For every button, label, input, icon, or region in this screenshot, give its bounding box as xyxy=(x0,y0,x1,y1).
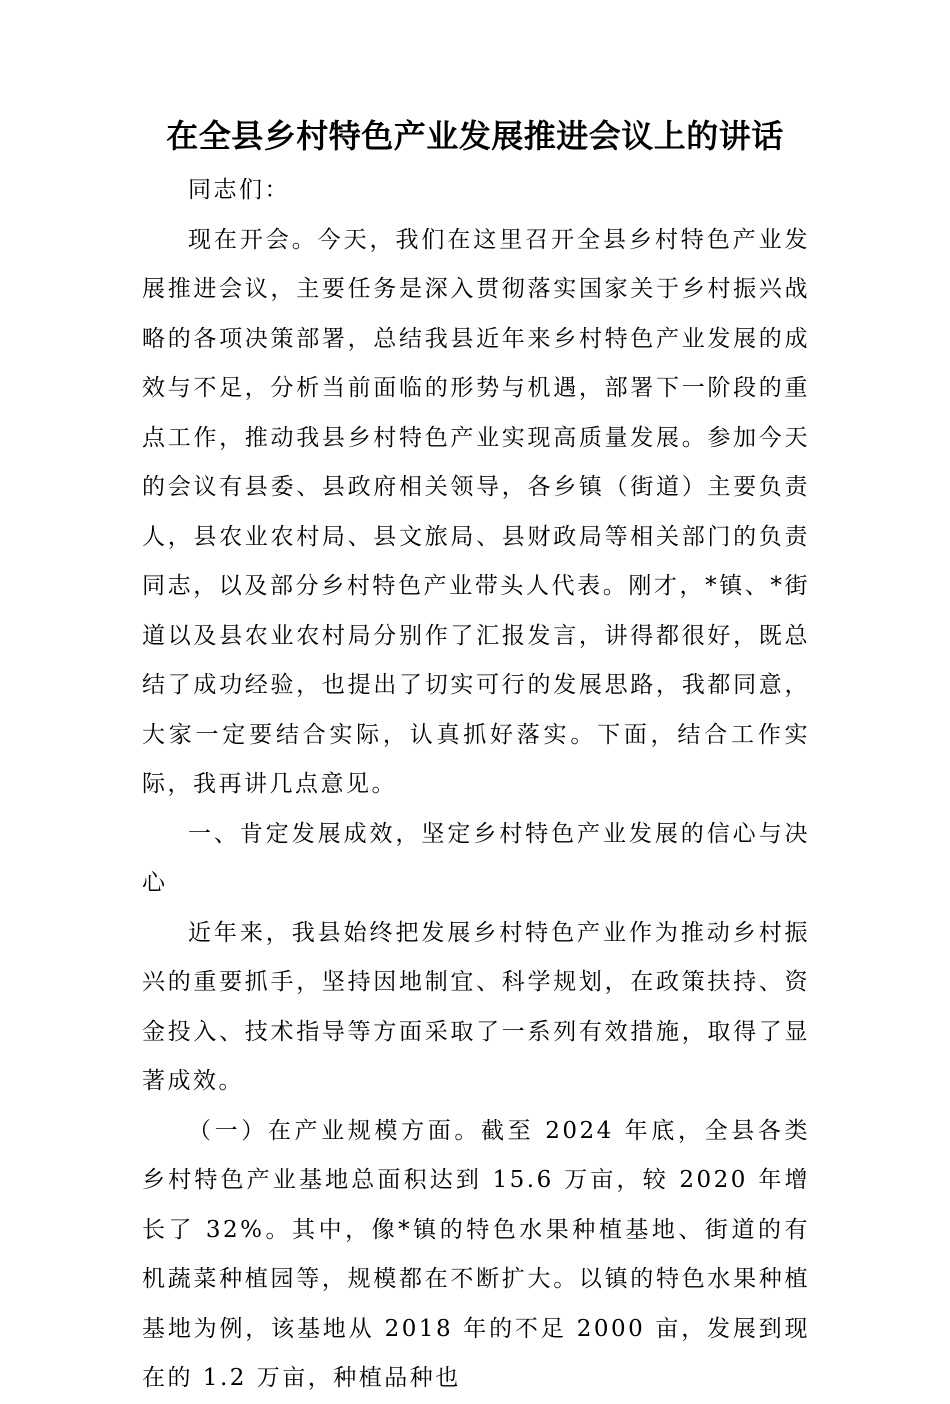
salutation-paragraph: 同志们： xyxy=(188,177,290,203)
document-title: 在全县乡村特色产业发展推进会议上的讲话 xyxy=(166,117,784,155)
subsection-1-paragraph: （一）在产业规模方面。截至 2024 年底，全县各类乡村特色产业基地总面积达到 15.6 万亩，较 2020 年增长了 32%。其中，像*镇的特色水果种植基地、街道的有机蔬菜种植园等，规模都在不断扩大。以镇的特色水果种植基地为例，该基地从 2018 年的不足 2000 亩，发展到现在的 1.2 万亩，种植品种也 xyxy=(142,1117,810,1391)
document-body xyxy=(142,166,810,1404)
section-1-intro-paragraph: 近年来，我县始终把发展乡村特色产业作为推动乡村振兴的重要抓手，坚持因地制宜、科学规划，在政策扶持、资金投入、技术指导等方面采取了一系列有效措施，取得了显著成效。 xyxy=(142,919,810,1094)
opening-paragraph: 现在开会。今天，我们在这里召开全县乡村特色产业发展推进会议，主要任务是深入贯彻落实国家关于乡村振兴战略的各项决策部署，总结我县近年来乡村特色产业发展的成效与不足，分析当前面临的形势与机遇，部署下一阶段的重点工作，推动我县乡村特色产业实现高质量发展。参加今天的会议有县委、县政府相关领导，各乡镇（街道）主要负责人，县农业农村局、县文旅局、县财政局等相关部门的负责同志，以及部分乡村特色产业带头人代表。刚才，*镇、*街道以及县农业农村局分别作了汇报发言，讲得都很好，既总结了成功经验，也提出了切实可行的发展思路，我都同意，大家一定要结合实际，认真抓好落实。下面，结合工作实际，我再讲几点意见。 xyxy=(142,226,811,797)
section-heading-1: 一、肯定发展成效，坚定乡村特色产业发展的信心与决心 xyxy=(142,820,810,896)
